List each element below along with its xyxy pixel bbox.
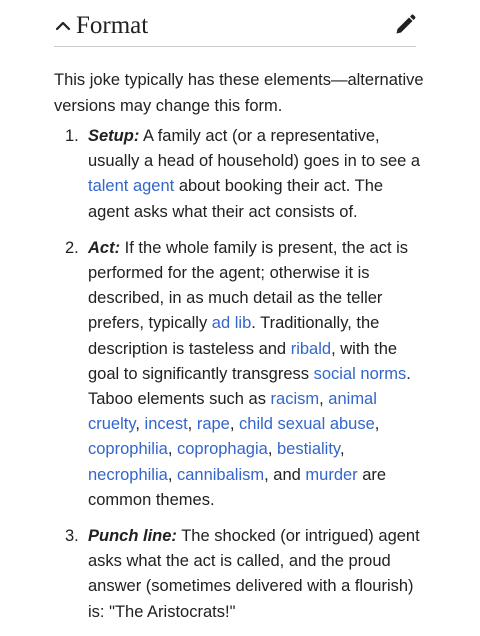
- separator: , and: [264, 465, 306, 484]
- item-text: about booking their act. The agent asks what their act consists of.: [88, 177, 384, 221]
- link-racism[interactable]: racism: [270, 390, 320, 409]
- separator: ,: [339, 440, 345, 459]
- intro-text: This joke typically has these elements—alternative versions may change this form.: [54, 71, 424, 115]
- separator: ,: [167, 440, 177, 459]
- item-text: . Taboo elements such as: [88, 364, 411, 409]
- item-text: The shocked (or intrigued) agent asks what the act is called, and the proud answer (sometimes delivered with a flourish) is: "The Aristocrats!": [88, 527, 420, 621]
- item-number: 2.: [65, 238, 79, 257]
- format-list: [54, 124, 424, 636]
- separator: ,: [135, 415, 145, 434]
- link-ribald[interactable]: ribald: [290, 339, 332, 358]
- link-ad-lib[interactable]: ad lib: [211, 314, 252, 333]
- separator: ,: [187, 415, 197, 434]
- list-item-act: [54, 236, 424, 513]
- chevron-up-icon[interactable]: [54, 17, 72, 35]
- separator: ,: [319, 390, 329, 409]
- separator: ,: [267, 440, 277, 459]
- item-text: . Traditionally, the description is tasteless and: [88, 314, 380, 358]
- term-setup: Setup:: [88, 127, 140, 145]
- link-cannibalism[interactable]: cannibalism: [176, 465, 265, 484]
- link-coprophilia[interactable]: coprophilia: [88, 440, 168, 459]
- link-child-sexual-abuse[interactable]: child sexual abuse: [239, 415, 375, 434]
- link-bestiality[interactable]: bestiality: [276, 440, 340, 459]
- pencil-icon[interactable]: [394, 14, 416, 36]
- link-animal-cruelty[interactable]: animal cruelty: [88, 390, 377, 434]
- link-talent-agent[interactable]: talent agent: [88, 177, 175, 196]
- item-text: If the whole family is present, the act is performed for the agent; otherwise it is described, in as much detail as the teller prefers, typically: [88, 238, 409, 333]
- link-necrophilia[interactable]: necrophilia: [88, 465, 168, 484]
- list-item-punch-line: [54, 524, 424, 625]
- link-incest[interactable]: incest: [144, 415, 188, 434]
- link-rape[interactable]: rape: [196, 415, 230, 434]
- link-coprophagia[interactable]: coprophagia: [176, 440, 268, 459]
- separator: ,: [167, 465, 177, 484]
- separator: ,: [374, 415, 380, 434]
- link-social-norms[interactable]: social norms: [313, 364, 407, 383]
- item-text: are common themes.: [88, 465, 387, 509]
- item-text: A family act (or a representative, usually a head of household) goes in to see a: [88, 127, 421, 171]
- separator: ,: [229, 415, 240, 434]
- term-punch-line: Punch line:: [88, 527, 177, 546]
- item-text: , with the goal to significantly transgress: [88, 339, 398, 383]
- section-title: Format: [76, 12, 149, 39]
- list-item-setup: [54, 124, 424, 225]
- item-number: 3.: [65, 527, 79, 546]
- link-murder[interactable]: murder: [305, 465, 358, 484]
- item-number: 1.: [65, 127, 79, 145]
- section-header: [54, 8, 416, 47]
- term-act: Act:: [88, 238, 121, 257]
